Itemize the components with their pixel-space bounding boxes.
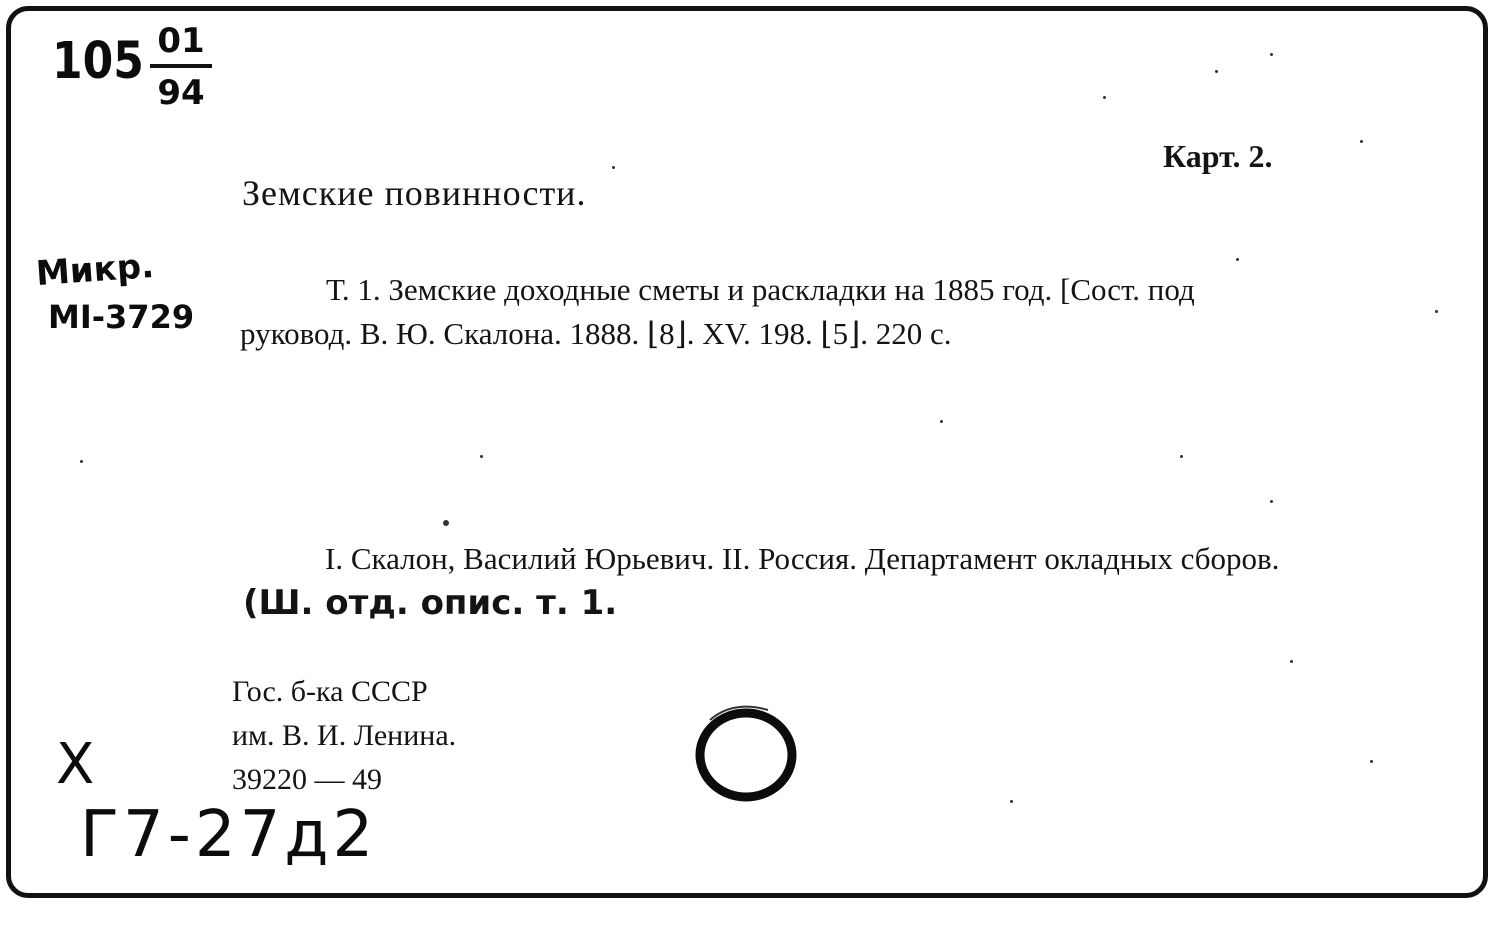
class-fraction-bottom: 94 bbox=[157, 73, 205, 113]
scan-speck bbox=[1215, 70, 1218, 73]
scan-speck bbox=[1360, 140, 1363, 143]
scan-speck bbox=[480, 455, 483, 458]
library-line-3: 39220 — 49 bbox=[232, 763, 382, 796]
card-title: Земские повинности. bbox=[242, 173, 587, 213]
subject-handwritten-note: (Ш. отд. опис. т. 1. bbox=[243, 583, 618, 623]
library-line-2: им. В. И. Ленина. bbox=[232, 719, 457, 752]
micro-code-handwritten: MI-3729 bbox=[48, 298, 195, 336]
fraction-line bbox=[150, 64, 212, 68]
scan-speck bbox=[1236, 258, 1239, 261]
scan-speck bbox=[612, 166, 615, 169]
scan-speck bbox=[1270, 500, 1273, 503]
scan-speck bbox=[1010, 800, 1013, 803]
shelf-mark-handwritten: Г7-27д2 bbox=[80, 798, 378, 872]
micro-label-handwritten: Микр. bbox=[34, 245, 156, 295]
scan-speck bbox=[940, 420, 943, 423]
scan-speck bbox=[1270, 53, 1273, 56]
library-imprint bbox=[232, 670, 456, 802]
scan-speck bbox=[443, 520, 449, 526]
x-mark-handwritten: X bbox=[56, 732, 95, 797]
subject-entries-text: I. Скалон, Василий Юрьевич. II. Россия. Департамент окладных сборов. bbox=[325, 541, 1280, 576]
library-line-1: Гос. б-ка СССР bbox=[232, 675, 428, 708]
hole-punch-circle-icon bbox=[688, 700, 808, 810]
scan-speck bbox=[1370, 760, 1373, 763]
volume-entry: Т. 1. Земские доходные сметы и раскладки на 1885 год. [Сост. под руковод. В. Ю. Скалона. 1888. ⌊8⌋. XV. 198. ⌊5⌋. 220 с. bbox=[240, 272, 1195, 351]
scan-speck bbox=[1180, 455, 1183, 458]
class-fraction-top: 01 bbox=[157, 21, 205, 61]
card-number: Карт. 2. bbox=[1163, 138, 1273, 174]
class-number-handwritten: 105 bbox=[52, 32, 144, 91]
class-fraction-handwritten bbox=[150, 20, 212, 114]
subject-entries bbox=[235, 537, 1300, 626]
scan-speck bbox=[1103, 96, 1106, 99]
scan-speck bbox=[1290, 660, 1293, 663]
scan-speck bbox=[1435, 310, 1438, 313]
scan-speck bbox=[80, 460, 83, 463]
